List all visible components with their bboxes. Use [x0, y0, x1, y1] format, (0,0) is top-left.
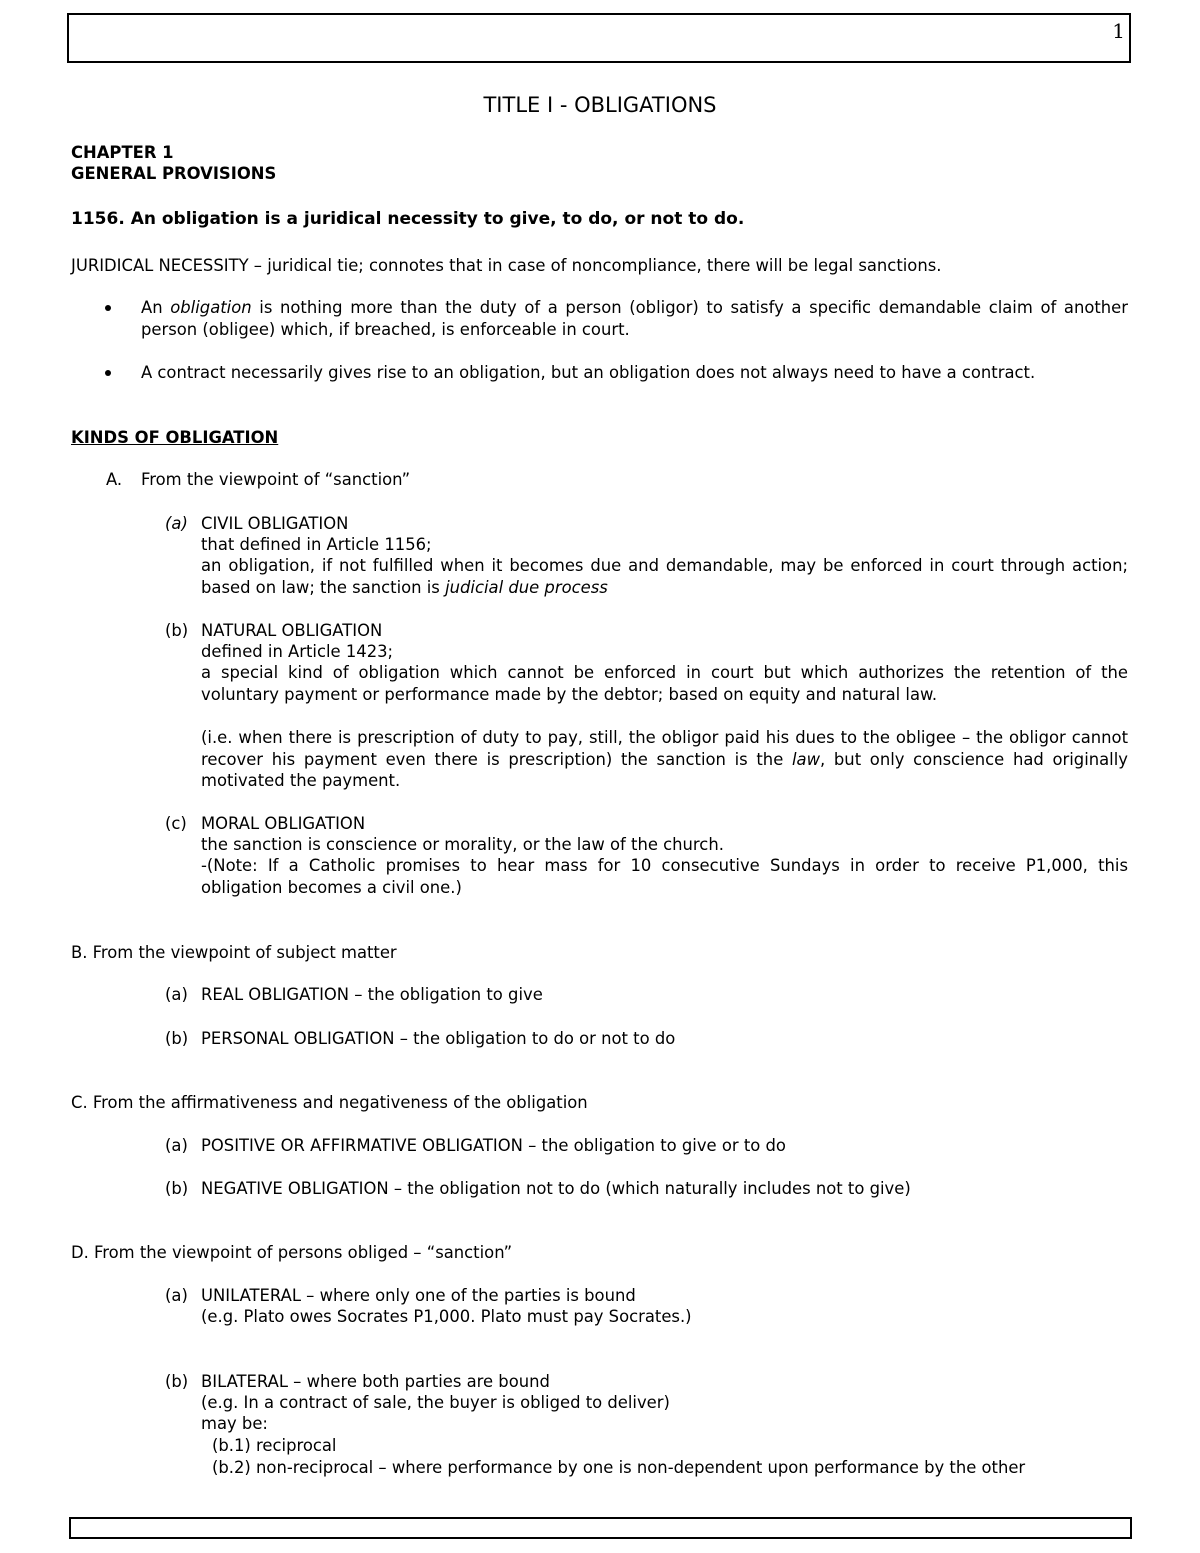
section-b-title: B. From the viewpoint of subject matter — [71, 943, 397, 962]
bilateral-may-be: may be: — [201, 1414, 268, 1433]
positive-obligation: POSITIVE OR AFFIRMATIVE OBLIGATION – the obligation to give or to do — [201, 1136, 786, 1155]
real-marker: (a) — [165, 985, 188, 1004]
moral-marker: (c) — [165, 814, 187, 833]
bilateral-example: (e.g. In a contract of sale, the buyer is obliged to deliver) — [201, 1393, 670, 1412]
section-d-title: D. From the viewpoint of persons obliged – “sanction” — [71, 1243, 513, 1262]
unilateral-marker: (a) — [165, 1286, 188, 1305]
civil-obligation-description: an obligation, if not fulfilled when it becomes due and demandable, may be enforced in court through action; based on law; the sanction is judicial due process — [201, 556, 1128, 597]
unilateral-obligation: UNILATERAL – where only one of the parties is bound — [201, 1286, 636, 1305]
bullet-contract-obligation: A contract necessarily gives rise to an obligation, but an obligation does not always need to have a contract. — [141, 363, 1036, 382]
bullet-icon — [105, 305, 111, 311]
personal-marker: (b) — [165, 1029, 189, 1048]
bullet-icon — [105, 370, 111, 376]
page-header-box — [67, 13, 1131, 63]
section-a-title: From the viewpoint of “sanction” — [141, 470, 411, 489]
section-c-title: C. From the affirmativeness and negativeness of the obligation — [71, 1093, 588, 1112]
document-title: TITLE I - OBLIGATIONS — [483, 93, 717, 117]
kinds-of-obligation-heading: KINDS OF OBLIGATION — [71, 428, 279, 447]
bilateral-reciprocal: (b.1) reciprocal — [212, 1436, 337, 1455]
unilateral-example: (e.g. Plato owes Socrates P1,000. Plato must pay Socrates.) — [201, 1307, 692, 1326]
bullet-obligation-definition: An obligation is nothing more than the duty of a person (obligor) to satisfy a specific demandable claim of another person (obligee) which, if breached, is enforceable in court. — [141, 298, 1128, 339]
bilateral-marker: (b) — [165, 1372, 189, 1391]
civil-obligation-article: that defined in Article 1156; — [201, 535, 432, 554]
page-footer-box — [69, 1517, 1132, 1539]
article-1156: 1156. An obligation is a juridical necessity to give, to do, or not to do. — [71, 209, 745, 229]
negative-marker: (b) — [165, 1179, 189, 1198]
bilateral-obligation: BILATERAL – where both parties are bound — [201, 1372, 550, 1391]
real-obligation: REAL OBLIGATION – the obligation to give — [201, 985, 543, 1004]
natural-obligation-name: NATURAL OBLIGATION — [201, 621, 383, 640]
natural-obligation-example: (i.e. when there is prescription of duty to pay, still, the obligor paid his dues to the obligee – the obligor cannot recover his payment even there is prescription) the sanction is the law, but only conscience had originally motivated the payment. — [201, 728, 1128, 790]
moral-obligation-name: MORAL OBLIGATION — [201, 814, 366, 833]
natural-marker: (b) — [165, 621, 189, 640]
chapter-number: CHAPTER 1 — [71, 143, 174, 162]
natural-obligation-description: a special kind of obligation which cannot be enforced in court but which authorizes the retention of the voluntary payment or performance made by the debtor; based on equity and natural law. — [201, 663, 1128, 704]
moral-obligation-note: -(Note: If a Catholic promises to hear mass for 10 consecutive Sundays in order to receive P1,000, this obligation becomes a civil one.) — [201, 856, 1128, 897]
personal-obligation: PERSONAL OBLIGATION – the obligation to do or not to do — [201, 1029, 676, 1048]
civil-obligation-name: CIVIL OBLIGATION — [201, 514, 349, 533]
section-a-marker: A. — [106, 470, 123, 489]
page-number: 1 — [1112, 19, 1125, 43]
moral-obligation-sanction: the sanction is conscience or morality, or the law of the church. — [201, 835, 724, 854]
positive-marker: (a) — [165, 1136, 188, 1155]
negative-obligation: NEGATIVE OBLIGATION – the obligation not to do (which naturally includes not to give) — [201, 1179, 911, 1198]
juridical-necessity-definition: JURIDICAL NECESSITY – juridical tie; connotes that in case of noncompliance, there will be legal sanctions. — [71, 256, 942, 275]
chapter-name: GENERAL PROVISIONS — [71, 164, 277, 183]
natural-obligation-article: defined in Article 1423; — [201, 642, 394, 661]
civil-marker: (a) — [165, 514, 188, 533]
bilateral-non-reciprocal: (b.2) non-reciprocal – where performance by one is non-dependent upon performance by the other — [212, 1458, 1026, 1477]
